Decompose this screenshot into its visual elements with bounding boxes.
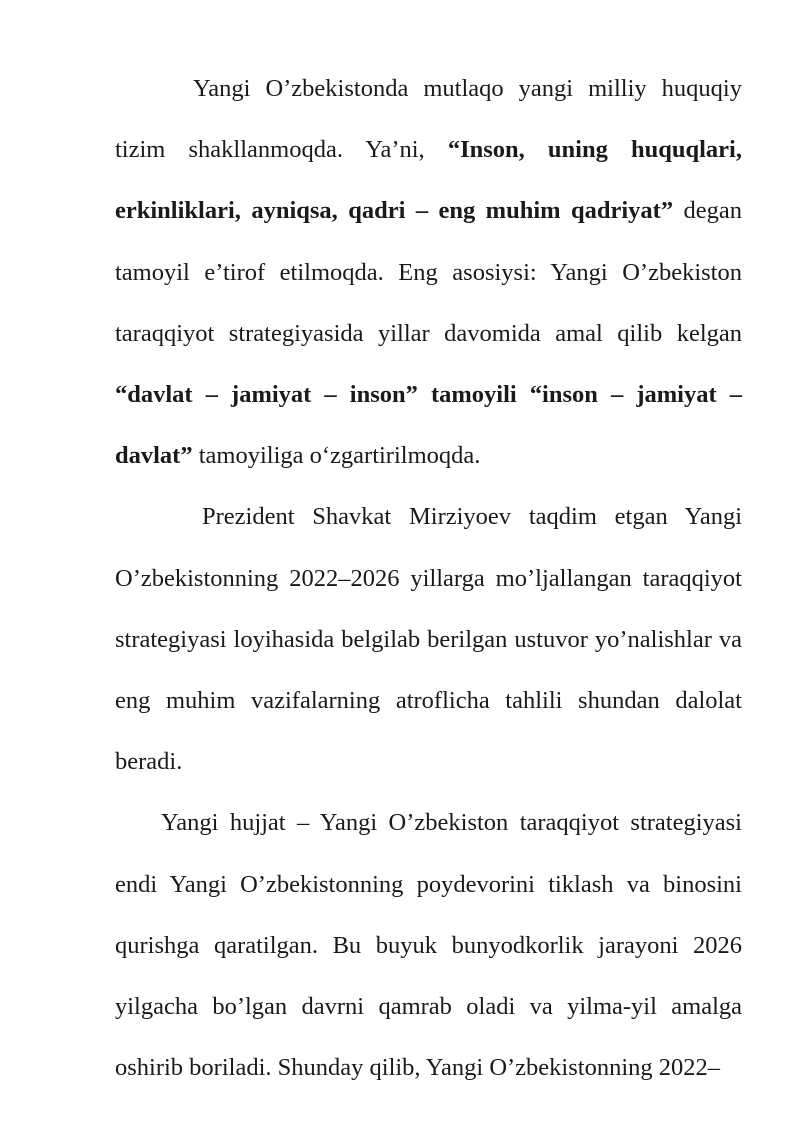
- paragraph-1-text-2: degan tamoyil e’tirof etilmoqda. Eng asosiysi: Yangi O’zbekiston taraqqiyot strategiyasida yillar davomida amal qilib kelgan: [115, 197, 743, 347]
- paragraph-1: [115, 58, 742, 486]
- paragraph-1-text-3: tamoyiliga o‘zgartirilmoqda.: [192, 442, 481, 470]
- document-page: [115, 58, 742, 1098]
- paragraph-1-bold-principle: “Inson, uning huquqlari, erkinliklari, ayniqsa, qadri – eng muhim qadriyat”: [115, 136, 742, 225]
- paragraph-2: [115, 486, 742, 792]
- paragraph-3-text: Yangi hujjat – Yangi O’zbekiston taraqqiyot strategiyasi endi Yangi O’zbekistonning poydevorini tiklash va binosini qurishga qaratilgan. Bu buyuk bunyodkorlik jarayoni 2026 yilgacha bo’lgan davrni qamrab oladi va yilma-yil amalga oshirib boriladi. Shunday qilib, Yangi O’zbekistonning 2022–: [115, 809, 742, 1082]
- paragraph-3: [115, 792, 742, 1098]
- paragraph-1-text-1: Yangi O’zbekistonda mutlaqo yangi milliy huquqiy tizim shakllanmoqda. Ya’ni,: [115, 75, 742, 164]
- paragraph-1-bold-formula: “davlat – jamiyat – inson” tamoyili “inson – jamiyat – davlat”: [115, 381, 742, 470]
- paragraph-2-text: Prezident Shavkat Mirziyoev taqdim etgan Yangi O’zbekistonning 2022–2026 yillarga mo’ljallangan taraqqiyot strategiyasi loyihasida belgilab berilgan ustuvor yo’nalishlar va eng muhim vazifalarning atroflicha tahlili shundan dalolat beradi.: [115, 503, 742, 776]
